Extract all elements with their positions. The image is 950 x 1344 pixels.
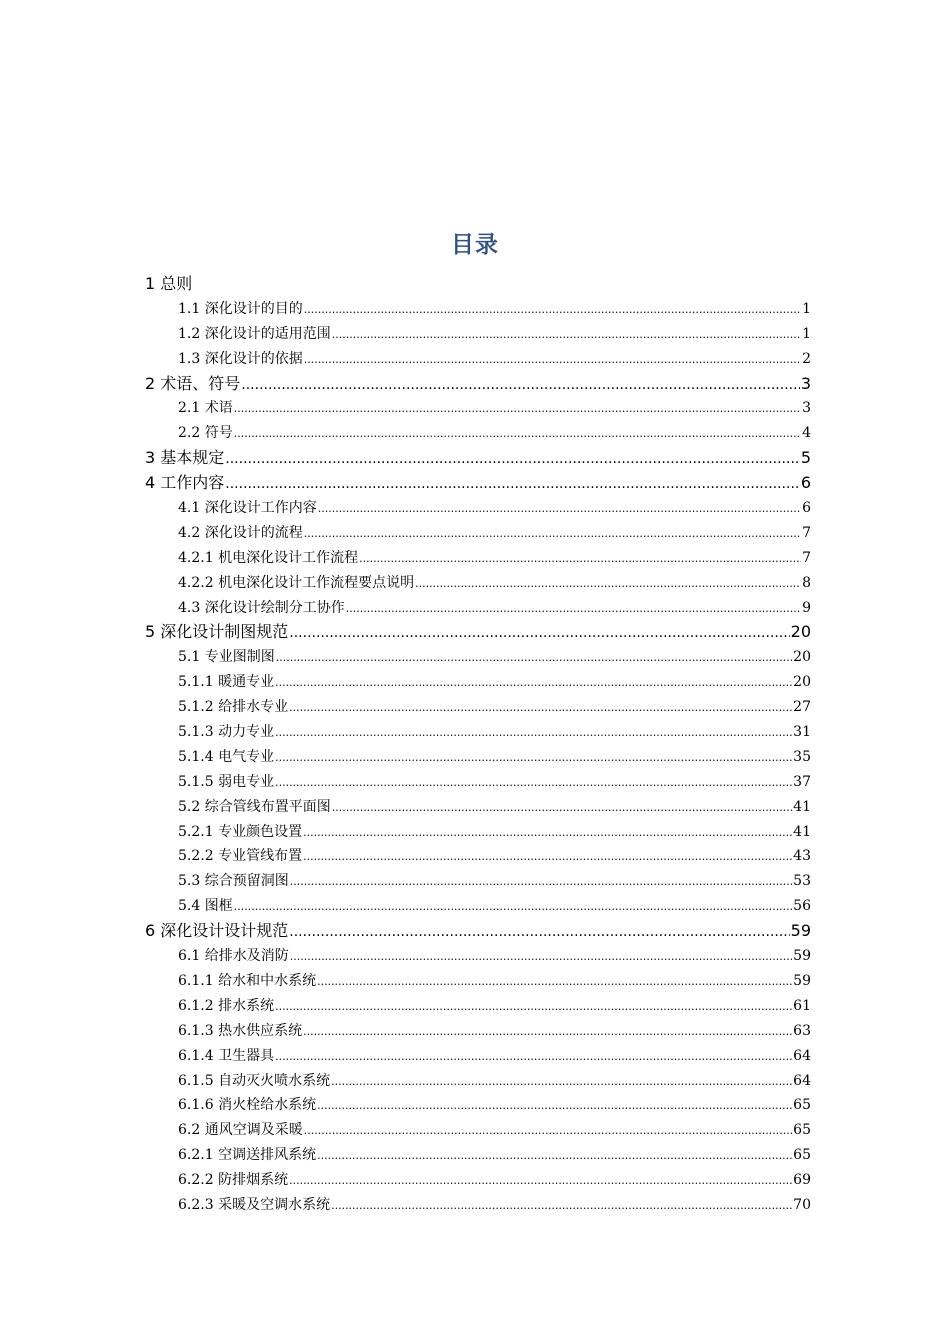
toc-section-entry[interactable] [145, 1193, 811, 1218]
toc-dot-leader [225, 472, 800, 497]
toc-dot-leader [304, 298, 801, 323]
toc-page-number: 20 [790, 622, 811, 642]
toc-dot-leader [304, 1119, 792, 1144]
toc-dot-leader [317, 1144, 792, 1169]
toc-dot-leader [275, 995, 792, 1020]
toc-chapter-entry[interactable] [145, 919, 811, 944]
toc-section-entry[interactable] [145, 844, 811, 869]
toc-section-entry[interactable] [145, 994, 811, 1019]
toc-dot-leader [289, 920, 789, 945]
toc-dot-leader [234, 397, 801, 422]
toc-dot-leader [317, 1094, 792, 1119]
toc-entry-label: 5.1.5 弱电专业 [178, 773, 275, 790]
toc-page-number: 37 [793, 773, 811, 790]
toc-page-number: 63 [793, 1022, 811, 1039]
toc-dot-leader [225, 447, 800, 472]
toc-page-number: 20 [793, 674, 811, 691]
toc-chapter-entry[interactable] [145, 372, 811, 397]
toc-page-number: 4 [802, 425, 811, 442]
toc-entry-label: 6.2.3 采暖及空调水系统 [178, 1196, 331, 1213]
toc-entry-label: 6.1.4 卫生器具 [178, 1047, 275, 1064]
toc-page-number: 20 [793, 649, 811, 666]
toc-section-entry[interactable] [145, 396, 811, 421]
toc-dot-leader [290, 870, 792, 895]
toc-entry-label: 3 基本规定 [145, 448, 225, 468]
toc-dot-leader [331, 1194, 792, 1219]
toc-page-number: 3 [802, 400, 811, 417]
toc-entry-label: 6.2.1 空调送排风系统 [178, 1147, 317, 1164]
toc-entry-label: 5.2.1 专业颜色设置 [178, 823, 303, 840]
toc-dot-leader [275, 771, 792, 796]
toc-dot-leader [346, 597, 801, 622]
toc-dot-leader [415, 572, 801, 597]
toc-page-number: 1 [802, 300, 811, 317]
toc-dot-leader [275, 721, 792, 746]
toc-entry-label: 2 术语、符号 [145, 373, 241, 393]
toc-entry-label: 4.1 深化设计工作内容 [178, 500, 317, 517]
toc-section-entry[interactable] [145, 322, 811, 347]
toc-dot-leader [234, 422, 801, 447]
toc-page-number: 64 [793, 1072, 811, 1089]
table-of-contents [145, 272, 811, 1218]
toc-page-number: 1 [802, 325, 811, 342]
toc-section-entry[interactable] [145, 795, 811, 820]
toc-page-number: 31 [793, 724, 811, 741]
toc-chapter-entry[interactable] [145, 471, 811, 496]
toc-section-entry[interactable] [145, 1093, 811, 1118]
toc-page-number: 64 [793, 1047, 811, 1064]
toc-entry-label: 5.3 综合预留洞图 [178, 873, 289, 890]
toc-entry-label: 4 工作内容 [145, 473, 225, 493]
toc-page-number: 35 [793, 748, 811, 765]
toc-chapter-entry[interactable] [145, 620, 811, 645]
toc-entry-label: 4.2.2 机电深化设计工作流程要点说明 [178, 574, 415, 591]
toc-entry-label: 4.2.1 机电深化设计工作流程 [178, 549, 359, 566]
toc-entry-label: 5.1.1 暖通专业 [178, 674, 275, 691]
toc-section-entry[interactable] [145, 820, 811, 845]
toc-entry-label: 5.1.2 给排水专业 [178, 699, 289, 716]
toc-section-entry[interactable] [145, 969, 811, 994]
toc-dot-leader [275, 746, 792, 771]
toc-entry-label: 6.1.1 给水和中水系统 [178, 972, 317, 989]
toc-section-entry[interactable] [145, 1143, 811, 1168]
toc-entry-label: 5 深化设计制图规范 [145, 622, 289, 642]
toc-section-entry[interactable] [145, 521, 811, 546]
toc-section-entry[interactable] [145, 894, 811, 919]
toc-dot-leader [304, 522, 801, 547]
toc-dot-leader [317, 970, 792, 995]
toc-entry-label: 1 总则 [145, 274, 193, 293]
toc-entry-label: 6.2 通风空调及采暖 [178, 1122, 303, 1139]
toc-page-number: 69 [793, 1172, 811, 1189]
toc-dot-leader [304, 348, 801, 373]
toc-entry-label: 6.1.5 自动灭火喷水系统 [178, 1072, 331, 1089]
toc-section-entry[interactable] [145, 496, 811, 521]
toc-dot-leader [289, 621, 789, 646]
toc-section-entry[interactable] [145, 347, 811, 372]
toc-entry-label: 1.2 深化设计的适用范围 [178, 325, 331, 342]
toc-page-number: 59 [793, 972, 811, 989]
toc-section-entry[interactable] [145, 944, 811, 969]
toc-page-number: 61 [793, 997, 811, 1014]
toc-dot-leader [318, 497, 801, 522]
toc-entry-label: 5.4 图框 [178, 898, 233, 915]
toc-entry-label: 5.1 专业图制图 [178, 649, 275, 666]
toc-entry-label: 1.3 深化设计的依据 [178, 350, 303, 367]
toc-entry-label: 2.2 符号 [178, 425, 233, 442]
toc-section-entry[interactable] [145, 1019, 811, 1044]
toc-dot-leader [331, 1070, 792, 1095]
toc-dot-leader [359, 547, 801, 572]
toc-page-number: 65 [793, 1122, 811, 1139]
toc-dot-leader [290, 945, 792, 970]
toc-entry-label: 6.1.6 消火栓给水系统 [178, 1097, 317, 1114]
toc-dot-leader [276, 646, 792, 671]
toc-dot-leader [289, 696, 792, 721]
toc-page-number: 65 [793, 1097, 811, 1114]
toc-dot-leader [275, 671, 792, 696]
toc-page-number: 43 [793, 848, 811, 865]
toc-page-number: 2 [802, 350, 811, 367]
toc-section-entry[interactable] [145, 1168, 811, 1193]
toc-page-number: 3 [800, 373, 811, 393]
toc-entry-label: 6 深化设计设计规范 [145, 921, 289, 941]
toc-section-entry[interactable] [145, 745, 811, 770]
toc-section-entry[interactable] [145, 695, 811, 720]
toc-dot-leader [275, 1045, 792, 1070]
toc-page-number: 70 [793, 1196, 811, 1213]
toc-dot-leader [303, 821, 792, 846]
toc-entry-label: 2.1 术语 [178, 400, 233, 417]
toc-entry-label: 6.2.2 防排烟系统 [178, 1172, 289, 1189]
toc-dot-leader [241, 373, 800, 398]
toc-section-entry[interactable] [145, 1118, 811, 1143]
toc-section-entry[interactable] [145, 720, 811, 745]
toc-entry-label: 6.1.2 排水系统 [178, 997, 275, 1014]
toc-page-number: 9 [802, 599, 811, 616]
toc-entry-label: 4.3 深化设计绘制分工协作 [178, 599, 345, 616]
toc-dot-leader [303, 1020, 792, 1045]
toc-section-entry[interactable] [145, 421, 811, 446]
toc-page-number: 65 [793, 1147, 811, 1164]
toc-entry-label: 5.1.4 电气专业 [178, 748, 275, 765]
toc-entry-label: 6.1 给排水及消防 [178, 948, 289, 965]
toc-title: 目录 [451, 232, 499, 258]
toc-dot-leader [303, 845, 792, 870]
toc-dot-leader [234, 895, 792, 920]
toc-section-entry[interactable] [145, 596, 811, 621]
toc-section-entry[interactable] [145, 869, 811, 894]
toc-page-number: 59 [790, 921, 811, 941]
toc-page-number: 59 [793, 948, 811, 965]
toc-page-number: 41 [793, 798, 811, 815]
toc-entry-label: 4.2 深化设计的流程 [178, 524, 303, 541]
toc-page-number: 56 [793, 898, 811, 915]
toc-entry-label: 5.1.3 动力专业 [178, 724, 275, 741]
toc-entry-label: 5.2 综合管线布置平面图 [178, 798, 331, 815]
toc-dot-leader [332, 323, 801, 348]
toc-page-number: 41 [793, 823, 811, 840]
toc-section-entry[interactable] [145, 571, 811, 596]
toc-entry-label: 6.1.3 热水供应系统 [178, 1022, 303, 1039]
toc-entry-label: 5.2.2 专业管线布置 [178, 848, 303, 865]
toc-page-number: 27 [793, 699, 811, 716]
toc-chapter-entry[interactable] [145, 446, 811, 471]
toc-section-entry[interactable] [145, 770, 811, 795]
toc-section-entry[interactable] [145, 1069, 811, 1094]
toc-section-entry[interactable] [145, 670, 811, 695]
toc-dot-leader [289, 1169, 792, 1194]
toc-page-number: 6 [800, 473, 811, 493]
toc-section-entry[interactable] [145, 645, 811, 670]
toc-page-number: 5 [800, 448, 811, 468]
toc-section-entry[interactable] [145, 1044, 811, 1069]
toc-page-number: 8 [802, 574, 811, 591]
toc-page-number: 6 [802, 500, 811, 517]
toc-section-entry[interactable] [145, 297, 811, 322]
toc-entry-label: 1.1 深化设计的目的 [178, 300, 303, 317]
toc-chapter-entry[interactable] [145, 272, 811, 297]
toc-page-number: 7 [802, 549, 811, 566]
toc-section-entry[interactable] [145, 546, 811, 571]
toc-dot-leader [332, 796, 792, 821]
toc-page-number: 7 [802, 524, 811, 541]
toc-page-number: 53 [793, 873, 811, 890]
